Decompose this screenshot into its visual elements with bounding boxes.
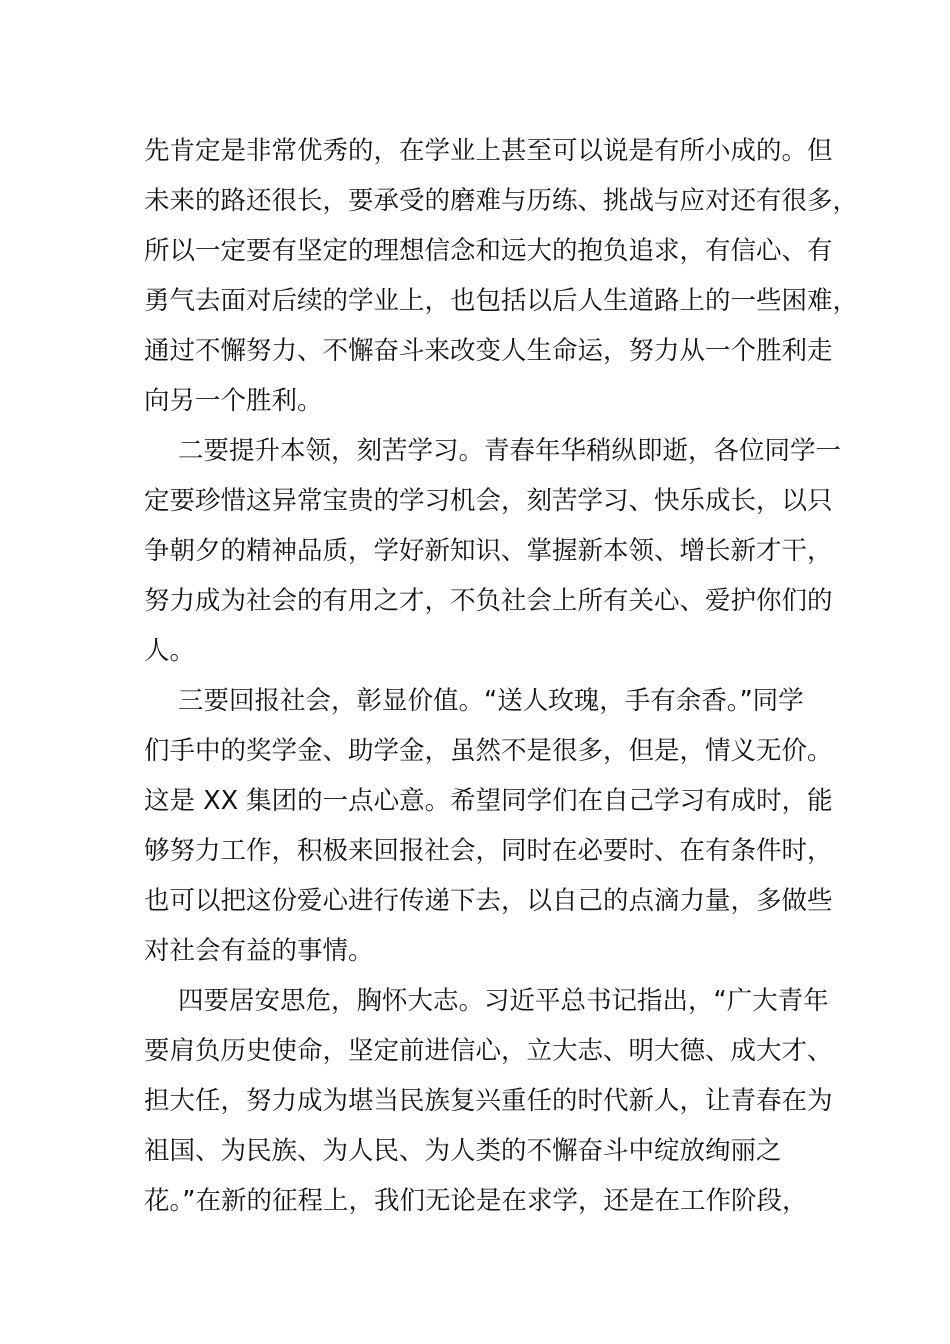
paragraph-start-line: 二要提升本领，刻苦学习。青春年华稍纵即逝，各位同学一 [178, 436, 842, 466]
text-line: 祖国、为民族、为人民、为人类的不懈奋斗中绽放绚丽之 [144, 1136, 782, 1166]
text-line: 对社会有益的事情。 [144, 936, 374, 966]
text-line: 勇气去面对后续的学业上，也包括以后人生道路上的一些困难， [144, 286, 859, 316]
text-line: 要肩负历史使命，坚定前进信心，立大志、明大德、成大才、 [144, 1036, 833, 1066]
paragraph-start-line: 三要回报社会，彰显价值。“送人玫瑰，手有余香。”同学 [178, 686, 804, 716]
text-line: 们手中的奖学金、助学金，虽然不是很多，但是，情义无价。 [144, 736, 833, 766]
text-line: 通过不懈努力、不懈奋斗来改变人生命运，努力从一个胜利走 [144, 336, 833, 366]
text-line: 定要珍惜这异常宝贵的学习机会，刻苦学习、快乐成长，以只 [144, 486, 833, 516]
text-line: 担大任，努力成为堪当民族复兴重任的时代新人，让青春在为 [144, 1086, 833, 1116]
text-line: 努力成为社会的有用之才，不负社会上所有关心、爱护你们的 [144, 586, 833, 616]
text-line: 也可以把这份爱心进行传递下去，以自己的点滴力量，多做些 [144, 886, 833, 916]
text-line: 向另一个胜利。 [144, 386, 323, 416]
text-line: 够努力工作，积极来回报社会，同时在必要时、在有条件时， [144, 836, 833, 866]
text-line: 所以一定要有坚定的理想信念和远大的抱负追求，有信心、有 [144, 236, 833, 266]
text-line: 未来的路还很长，要承受的磨难与历练、挑战与应对还有很多， [144, 186, 859, 216]
paragraph-start-line: 四要居安思危，胸怀大志。习近平总书记指出，“广大青年 [178, 986, 829, 1016]
text-line: 争朝夕的精神品质，学好新知识、掌握新本领、增长新才干， [144, 536, 833, 566]
body-text [144, 126, 859, 1226]
text-line: 先肯定是非常优秀的，在学业上甚至可以说是有所小成的。但 [144, 136, 833, 166]
text-line: 花。”在新的征程上，我们无论是在求学，还是在工作阶段， [144, 1186, 808, 1216]
text-line: 人。 [144, 636, 196, 666]
text-line: 这是 XX 集团的一点心意。希望同学们在自己学习有成时，能 [144, 786, 833, 816]
